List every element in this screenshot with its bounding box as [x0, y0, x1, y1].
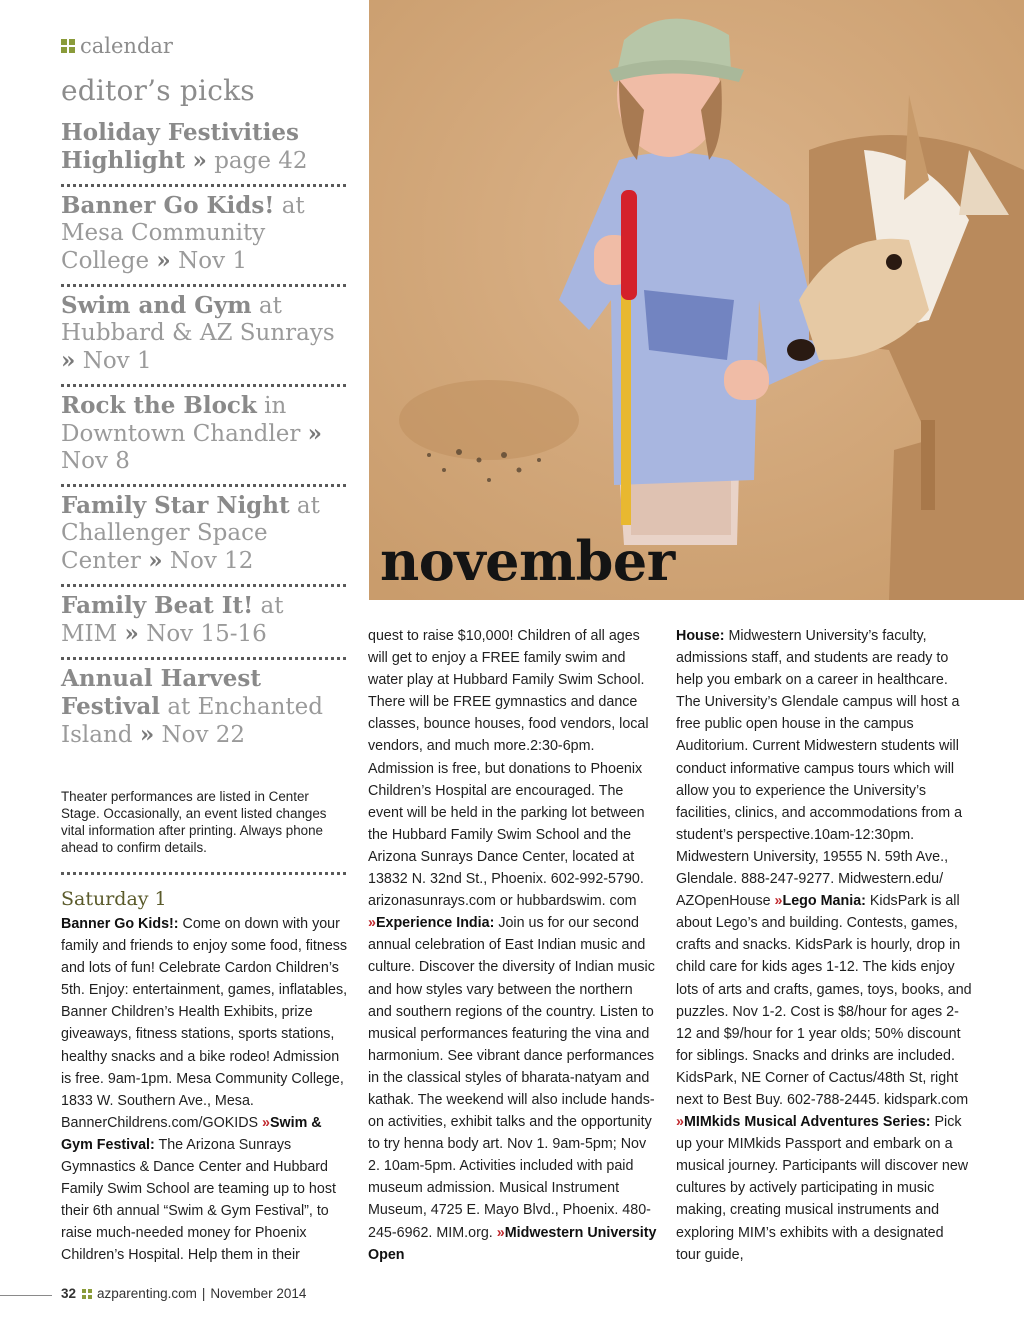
pick-title: Family Beat It!	[61, 592, 254, 619]
picks-list	[61, 114, 346, 758]
section-label-text: calendar	[80, 34, 173, 58]
pick-venue: at Mesa Community College	[61, 193, 305, 274]
events-column-left	[61, 888, 349, 1267]
pick-date: page 42	[214, 148, 308, 174]
page-footer	[61, 1286, 306, 1301]
pick-date: Nov 15-16	[146, 621, 267, 647]
arrow-icon: »	[148, 547, 163, 574]
event-description: Midwestern University’s faculty, admissions staff, and students are ready to help you embark on a career in healthcare. The University’s Glendale campus will host a free public open house in the campus Auditorium. Current Midwestern students will conduct informative campus tours which will allow you to experience the University’s facilities, clinics, and accommodations from a student’s perspective.10am-12:30pm. Midwestern University, 19555 N. 59th Ave., Glendale. 888-247-9277. Midwestern.edu/ AZOpenHouse	[676, 628, 963, 910]
page-number: 32	[61, 1286, 77, 1301]
footer-rule	[0, 1295, 52, 1296]
event-title: Experience India:	[375, 915, 495, 932]
pick-date: Nov 12	[169, 548, 254, 574]
pick-venue: at Challenger Space Center	[61, 493, 320, 574]
pick-date: Nov 1	[178, 248, 248, 274]
arrow-icon: »	[307, 420, 322, 447]
pick-item	[61, 114, 346, 187]
pick-date: Nov 8	[61, 448, 130, 474]
footer-site[interactable]: azparenting.com	[97, 1286, 197, 1301]
month-title: november	[380, 529, 675, 593]
pick-item	[61, 187, 346, 287]
pick-title: Family Star Night	[61, 492, 290, 519]
pick-title: Holiday Festivities Highlight	[61, 119, 299, 174]
pick-date: Nov 22	[161, 722, 246, 748]
event-description: Come on down with your family and friends to enjoy some food, fitness and lots of fun! Celebrate Cardon Children’s 5th. Enjoy: entertainment, games, inflatables, Banner Children’s Health Exhibits, prize giveaways, fitness stations, sports stations, healthy snacks and a bike rodeo! Admission is free. 9am-1pm. Mesa Community College, 1833 W. Southern Ave., Mesa. BannerChildrens.com/GOKIDS	[61, 916, 348, 1131]
event-listing	[61, 913, 349, 1267]
grid-icon	[61, 39, 75, 53]
event-description: Pick up your MIMkids Passport and embark on a musical journey. Participants will discover new cultures by actively participating in music making, creating musical instruments and exploring MIM’s exhibits with a designated tour guide,	[676, 1114, 969, 1263]
event-title: MIMkids Musical Adventures Series:	[683, 1114, 931, 1131]
pick-venue: at Hubbard & AZ Sunrays	[61, 293, 335, 346]
event-description: The Arizona Sunrays Gymnastics & Dance Center and Hubbard Family Swim School are teaming up to host their 6th annual “Swim & Gym Festival”, to raise much-needed money for Phoenix Children’s Hospital. Help them in their	[61, 1136, 336, 1264]
pick-venue: at MIM	[61, 593, 284, 647]
event-title: Banner Go Kids!:	[61, 916, 179, 932]
pick-title: Annual Harvest Festival	[61, 665, 261, 720]
arrow-icon: »	[368, 915, 376, 932]
arrow-icon: »	[139, 721, 155, 748]
event-title: Lego Mania:	[782, 893, 866, 910]
arrow-icon: »	[676, 1114, 684, 1131]
pick-title: Swim and Gym	[61, 292, 252, 319]
editors-picks-sidebar	[61, 34, 346, 875]
pick-item	[61, 587, 346, 660]
arrow-icon: »	[61, 347, 76, 374]
event-description: KidsPark is all about Lego’s and building. Contests, games, crafts and snacks. KidsPark is hourly, drop in child care for kids ages 1-12. The kids enjoy lots of arts and crafts, games, toys, books, and puzzles. Nov 1-2. Cost is $8/hour for ages 2-12 and $9/hour for 1 year olds; 50% discount for siblings. Snacks and drinks are included. KidsPark, NE Corner of Cactus/48th St, right next to Best Buy. 602-788-2445. kidspark.com	[676, 893, 972, 1108]
editors-picks-title: editor’s picks	[61, 74, 255, 107]
pick-item	[61, 660, 346, 758]
pick-venue: in Downtown Chandler	[61, 393, 301, 447]
event-description: quest to raise $10,000! Children of all ages will get to enjoy a FREE family swim and water play at Hubbard Family Swim School. There will be FREE gymnastics and dance classes, bounce houses, food vendors, local vendors, and much more.2:30-6pm. Admission is free, but donations to Phoenix Children’s Hospital are encouraged. The event will be held in the parking lot between the Hubbard Family Swim School and the Arizona Sunrays Dance Center, located at 13832 N. 32nd St., Phoenix. 602-992-5790. arizonasunrays.com or hubbardswim. com	[368, 628, 649, 910]
arrow-icon: »	[262, 1114, 270, 1131]
disclaimer-note: Theater performances are listed in Center Stage. Occasionally, an event listed changes vital information after printing. Always phone ahead to confirm details.	[61, 788, 346, 875]
event-listing	[676, 625, 972, 1266]
pick-item	[61, 287, 346, 387]
arrow-icon: »	[774, 893, 783, 910]
day-heading: Saturday 1	[61, 888, 167, 910]
pick-item	[61, 387, 346, 487]
cover-photo	[369, 0, 1024, 600]
pick-venue: at Enchanted Island	[61, 694, 324, 748]
event-description: Join us for our second annual celebration of East Indian music and culture. Discover the diversity of Indian music and how styles vary between the northern and southern regions of the country. Listen to musical performances featuring the vina and harmonium. See vibrant dance performances in the classical styles of bharata-natyam and kathak. The weekend will also include hands-on activities, exhibit talks and the opportunity to try henna body art. Nov 1. 9am-5pm; Nov 2. 10am-5pm. Activities included with paid museum admission. Musical Instrument Museum, 4725 E. Mayo Blvd., Phoenix. 480-245-6962. MIM.org.	[368, 915, 655, 1241]
photo-illustration	[369, 0, 1024, 600]
pick-date: Nov 1	[82, 348, 152, 374]
pick-title: Banner Go Kids!	[61, 192, 275, 219]
grid-icon	[82, 1289, 92, 1299]
event-title: Midwestern University Open	[368, 1224, 657, 1263]
arrow-icon: »	[192, 147, 207, 174]
footer-separator: |	[201, 1286, 206, 1301]
event-title: Swim & Gym Festival:	[61, 1114, 322, 1153]
pick-title: Rock the Block	[61, 392, 257, 419]
footer-issue: November 2014	[210, 1286, 307, 1301]
section-label	[61, 34, 346, 58]
events-column-right	[676, 625, 972, 1266]
arrow-icon: »	[496, 1224, 505, 1241]
arrow-icon: »	[124, 620, 139, 647]
events-column-middle	[368, 625, 658, 1266]
arrow-icon: »	[156, 247, 171, 274]
pick-item	[61, 487, 346, 587]
event-title: House:	[676, 628, 725, 644]
ground-shadow	[399, 380, 579, 460]
event-listing	[368, 625, 658, 1266]
